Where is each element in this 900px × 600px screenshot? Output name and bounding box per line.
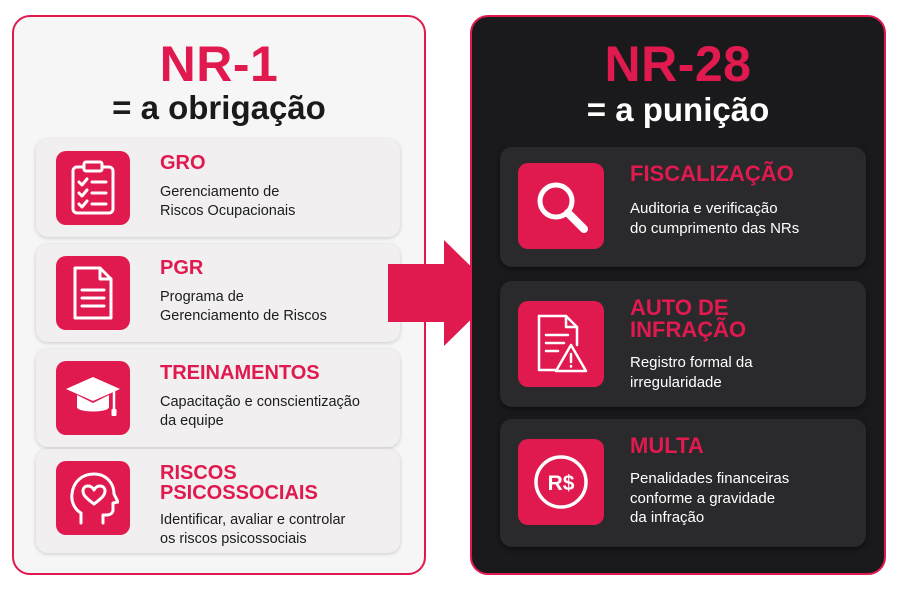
card-riscos-psicossociais xyxy=(36,449,400,553)
card-treinamentos-title: TREINAMENTOS xyxy=(160,362,320,384)
card-multa xyxy=(500,419,866,547)
magnifying-glass-icon xyxy=(518,163,604,249)
nr28-subtitle: = a punição xyxy=(586,91,770,128)
card-pgr xyxy=(36,244,400,342)
clipboard-checklist-icon xyxy=(56,151,130,225)
card-riscos-title: RISCOS PSICOSSOCIAIS xyxy=(160,462,318,505)
document-icon xyxy=(56,256,130,330)
nr28-panel xyxy=(470,15,886,575)
money-coin-icon xyxy=(518,439,604,525)
card-multa-title: MULTA xyxy=(630,433,704,458)
card-fiscalizacao-desc: Auditoria e verificação do cumprimento das NRs xyxy=(630,200,800,237)
card-auto-infracao-title: AUTO DE INFRAÇÃO xyxy=(630,295,747,343)
card-treinamentos-desc: Capacitação e conscientização da equipe xyxy=(160,394,360,429)
document-warning-icon xyxy=(518,301,604,387)
head-heart-icon xyxy=(56,461,130,535)
nr1-panel xyxy=(12,15,426,575)
card-pgr-desc: Programa de Gerenciamento de Riscos xyxy=(160,289,327,324)
card-multa-desc: Penalidades financeiras conforme a gravidade da infração xyxy=(630,470,790,526)
card-fiscalizacao xyxy=(500,147,866,267)
card-auto-infracao xyxy=(500,281,866,407)
card-pgr-title: PGR xyxy=(160,257,204,279)
money-coin-label: R$ xyxy=(547,472,575,495)
card-riscos-desc: Identificar, avaliar e controlar os riscos psicossociais xyxy=(160,512,346,547)
card-treinamentos xyxy=(36,349,400,447)
card-gro-desc: Gerenciamento de Riscos Ocupacionais xyxy=(160,184,296,219)
graduation-cap-icon xyxy=(56,361,130,435)
nr1-subtitle: = a obrigação xyxy=(112,89,326,126)
nr1-title: NR-1 xyxy=(159,36,279,92)
card-gro-title: GRO xyxy=(160,152,206,174)
nr28-title: NR-28 xyxy=(604,36,752,92)
card-auto-infracao-desc: Registro formal da irregularidade xyxy=(630,354,753,391)
card-fiscalizacao-title: FISCALIZAÇÃO xyxy=(630,161,794,186)
card-gro xyxy=(36,139,400,237)
